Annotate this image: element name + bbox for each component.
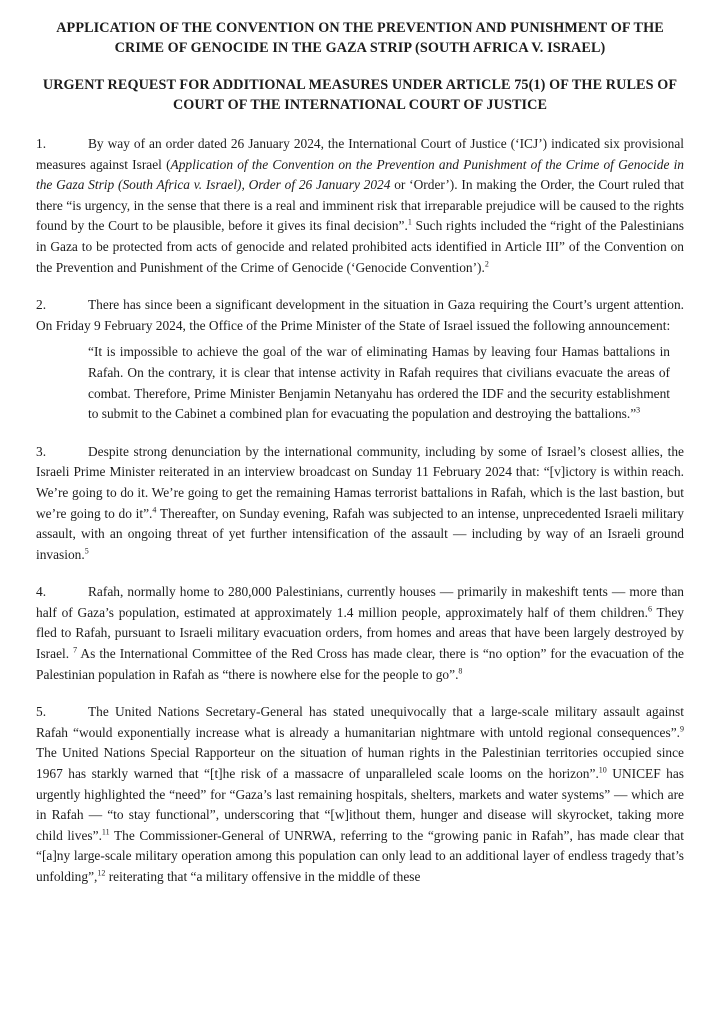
paragraph-text: The Commissioner-General of UNRWA, referring to the “growing panic in Rafah”, has made clear that “[a]ny large-scale military operation among this population can only lead to an additional layer of endless tragedy that’s unfolding”,	[36, 827, 684, 884]
case-citation: Application of the Convention on the Prevention and Punishment of the Crime of Genocide in the Gaza Strip (South Africa v. Israel), Order of 26 January 2024	[36, 156, 684, 193]
footnote-ref: 5	[84, 546, 89, 556]
paragraph-number: 1.	[36, 136, 47, 151]
document-subtitle: URGENT REQUEST FOR ADDITIONAL MEASURES UNDER ARTICLE 75(1) OF THE RULES OF COURT OF THE INTERNATIONAL COURT OF JUSTICE	[42, 77, 678, 113]
block-quote	[88, 342, 670, 424]
paragraph-2	[36, 295, 684, 336]
paragraph-text: The United Nations Special Rapporteur on the situation of human rights in the Palestinian territories occupied since 1967 has starkly warned that “[t]he risk of a massacre of unparalleled scale looms on the horizon”.	[36, 745, 684, 782]
paragraph-number: 5.	[36, 704, 47, 720]
footnote-ref: 8	[458, 666, 463, 676]
paragraph-3	[36, 442, 684, 566]
footnote-ref: 1	[407, 217, 412, 227]
paragraph-1	[36, 134, 684, 278]
paragraph-text: Such rights included the “right of the Palestinians in Gaza to be protected from acts of genocide and related prohibited acts identified in Article III” of the Convention on the Prevention and Punishment of the Crime of Genocide (‘Genocide Convention’).	[36, 218, 684, 275]
footnote-ref: 12	[97, 868, 106, 878]
footnote-ref: 6	[647, 604, 652, 614]
footnote-ref: 11	[101, 827, 110, 837]
footnote-ref: 9	[680, 724, 684, 734]
paragraph-text: They fled to Rafah, pursuant to Israeli military evacuation orders, from homes and areas that have been largely destroyed by Israel.	[36, 604, 684, 662]
paragraph-text: “It is impossible to achieve the goal of the war of eliminating Hamas by leaving four Hamas battalions in Rafah. On the contrary, it is clear that intense activity in Rafah requires that civilians evacuate the areas of combat. Therefore, Prime Minister Benjamin Netanyahu has ordered the IDF and the security establishment to submit to the Cabinet a combined plan for evacuating the population and destroying the battalions.”	[88, 344, 670, 422]
paragraph-text: The United Nations Secretary-General has stated unequivocally that a large-scale military assault against Rafah “would exponentially increase what is already a humanitarian nightmare with untold regional consequences”.	[36, 704, 684, 740]
paragraph-4	[36, 582, 684, 685]
paragraph-text: There has since been a significant development in the situation in Gaza requiring the Court’s urgent attention. On Friday 9 February 2024, the Office of the Prime Minister of the State of Israel issued the following announcement:	[36, 297, 684, 333]
paragraph-5	[36, 702, 684, 887]
paragraph-number: 2.	[36, 297, 47, 313]
paragraph-number: 3.	[36, 443, 47, 459]
footnote-ref: 2	[484, 259, 489, 269]
footnote-ref: 4	[152, 505, 157, 515]
paragraph-text: or ‘Order’). In making the Order, the Court ruled that there “is urgency, in the sense that there is a real and imminent risk that irreparable prejudice will be caused to the rights found by the Court to be plausible, before it gives its final decision”.	[36, 177, 684, 234]
footnote-ref: 7	[73, 645, 78, 655]
paragraph-text: Thereafter, on Sunday evening, Rafah was subjected to an intense, unprecedented Israeli military assault, with an ongoing threat of yet further intensification of the assault — including by way of an Israeli ground invasion.	[36, 505, 684, 562]
document-title: APPLICATION OF THE CONVENTION ON THE PREVENTION AND PUNISHMENT OF THE CRIME OF GENOCIDE IN THE GAZA STRIP (SOUTH AFRICA V. ISRAEL)	[56, 20, 664, 56]
paragraph-text: Rafah, normally home to 280,000 Palestinians, currently houses — primarily in makeshift tents — more than half of Gaza’s population, estimated at approximately 1.4 million people, approximately half of them children.	[36, 584, 684, 620]
paragraph-number: 4.	[36, 584, 47, 600]
paragraph-text: By way of an order dated 26 January 2024, the International Court of Justice (‘ICJ’) indicated six provisional measures against Israel (	[36, 136, 684, 172]
footnote-ref: 3	[636, 405, 641, 415]
paragraph-text: reiterating that “a military offensive in the middle of these	[105, 869, 421, 884]
document-body	[36, 134, 684, 888]
footnote-ref: 10	[598, 765, 607, 775]
paragraph-text: UNICEF has urgently highlighted the “need” for “Gaza’s last remaining hospitals, shelters, markets and water systems” — which are in Rafah — “to stay functional”, underscoring that “[w]ithout them, hunger and disease will skyrocket, taking more child lives”.	[36, 766, 685, 843]
paragraph-text: As the International Committee of the Red Cross has made clear, there is “no option” for the evacuation of the Palestinian population in Rafah as “there is nowhere else for the people to go”.	[36, 646, 685, 682]
paragraph-text: Despite strong denunciation by the international community, including by some of Israel’s closest allies, the Israeli Prime Minister reiterated in an interview broadcast on Sunday 11 February 2024 that: “[v]ictory is within reach. We’re going to do it. We’re going to get the remaining Hamas terrorist battalions in Rafah, which is the last bastion, but we’re going to do it”.	[36, 443, 684, 521]
